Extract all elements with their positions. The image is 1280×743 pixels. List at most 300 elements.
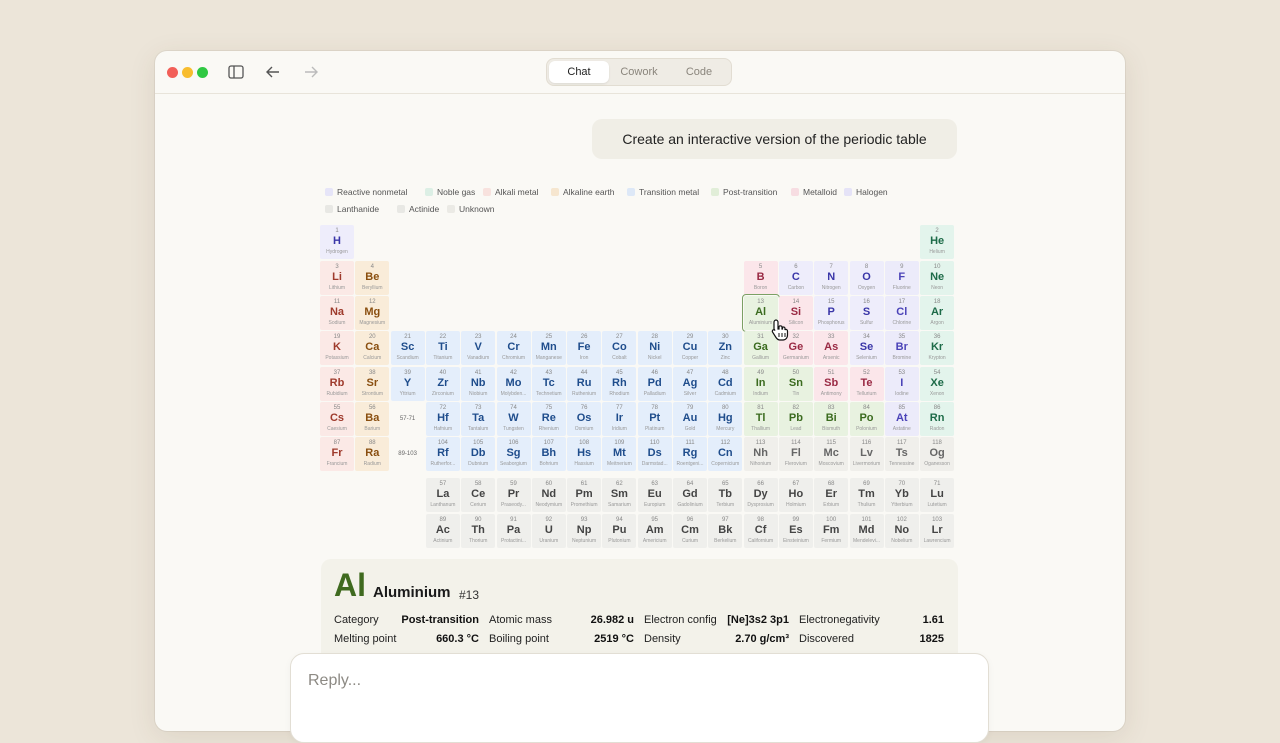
element-p[interactable] — [814, 296, 848, 330]
element-symbol: Hf — [437, 412, 449, 424]
element-symbol: Be — [365, 271, 380, 283]
element-er[interactable] — [814, 478, 848, 512]
legend-label: Unknown — [459, 204, 495, 214]
element-cd[interactable] — [708, 367, 742, 401]
prop-label-melting-point: Melting point — [334, 633, 397, 645]
element-name: Radium — [363, 461, 381, 467]
element-cf[interactable] — [744, 514, 778, 548]
element-yb[interactable] — [885, 478, 919, 512]
element-lv[interactable] — [850, 437, 884, 471]
element-name: Copernicium — [711, 461, 740, 467]
legend-item — [447, 204, 494, 214]
element-name: Calcium — [363, 355, 382, 361]
element-cr[interactable] — [497, 331, 531, 365]
element-name: Rubidium — [326, 391, 348, 397]
element-br[interactable] — [885, 331, 919, 365]
element-symbol: Ds — [647, 447, 662, 459]
element-number: 117 — [897, 440, 907, 446]
element-symbol: Kr — [930, 341, 944, 353]
element-number: 64 — [686, 481, 694, 487]
element-b[interactable] — [744, 261, 778, 295]
element-number: 105 — [473, 440, 484, 446]
element-bk[interactable] — [708, 514, 742, 548]
element-name: Radon — [929, 426, 945, 432]
element-name: Polonium — [856, 426, 877, 432]
forward-arrow-icon[interactable] — [301, 62, 321, 82]
element-pd[interactable] — [638, 367, 672, 401]
element-name: Krypton — [928, 355, 946, 361]
element-name: Darmstad... — [641, 461, 668, 467]
element-symbol: Bi — [825, 412, 837, 424]
element-bi[interactable] — [814, 402, 848, 436]
element-number: 112 — [720, 440, 731, 446]
element-rg[interactable] — [673, 437, 707, 471]
element-es[interactable] — [779, 514, 813, 548]
element-name: Chlorine — [892, 320, 912, 326]
element-tm[interactable] — [850, 478, 884, 512]
element-ne[interactable] — [920, 261, 954, 295]
element-symbol: Cd — [717, 377, 733, 389]
element-number: 38 — [368, 370, 376, 376]
element-symbol: Sm — [610, 488, 628, 500]
element-symbol: Hg — [717, 412, 733, 424]
element-ru[interactable] — [567, 367, 601, 401]
element-la[interactable] — [426, 478, 460, 512]
element-symbol: Mt — [612, 447, 626, 459]
element-symbol: Ne — [930, 271, 945, 283]
element-cn[interactable] — [708, 437, 742, 471]
element-ni[interactable] — [638, 331, 672, 365]
element-u[interactable] — [532, 514, 566, 548]
element-number: 116 — [861, 440, 872, 446]
element-name: Hydrogen — [326, 249, 348, 255]
element-pt[interactable] — [638, 402, 672, 436]
legend-swatch — [551, 188, 559, 196]
element-au[interactable] — [673, 402, 707, 436]
close-window-button[interactable] — [167, 67, 178, 78]
element-symbol: Mn — [540, 341, 557, 353]
element-no[interactable] — [885, 514, 919, 548]
element-symbol: Md — [858, 524, 875, 536]
element-name: Erbium — [823, 502, 840, 508]
element-cu[interactable] — [673, 331, 707, 365]
maximize-window-button[interactable] — [197, 67, 208, 78]
element-mt[interactable] — [602, 437, 636, 471]
element-sb[interactable] — [814, 367, 848, 401]
element-name: Neon — [931, 285, 944, 291]
element-c[interactable] — [779, 261, 813, 295]
element-symbol: Np — [576, 524, 592, 536]
element-pr[interactable] — [497, 478, 531, 512]
periodic-table-artifact — [319, 179, 959, 609]
element-number: 35 — [898, 334, 906, 340]
element-symbol: Ge — [788, 341, 804, 353]
element-name: Molybden... — [500, 391, 527, 397]
element-name: Thallium — [751, 426, 771, 432]
element-symbol: Fl — [791, 447, 801, 459]
element-li[interactable] — [320, 261, 354, 295]
element-symbol: Ar — [930, 306, 944, 318]
element-number: 29 — [686, 334, 694, 340]
element-symbol: Pa — [506, 524, 521, 536]
element-number: 110 — [649, 440, 660, 446]
element-as[interactable] — [814, 331, 848, 365]
element-symbol: W — [508, 412, 519, 424]
element-gd[interactable] — [673, 478, 707, 512]
element-name: Bromine — [892, 355, 912, 361]
element-mc[interactable] — [814, 437, 848, 471]
element-rn[interactable] — [920, 402, 954, 436]
element-symbol: C — [791, 271, 800, 283]
element-symbol: Au — [682, 412, 698, 424]
minimize-window-button[interactable] — [182, 67, 193, 78]
element-se[interactable] — [850, 331, 884, 365]
element-name: Gold — [684, 426, 696, 432]
element-kr[interactable] — [920, 331, 954, 365]
element-number: 54 — [933, 370, 941, 376]
element-symbol: Ts — [895, 447, 908, 459]
element-name: Uranium — [539, 538, 559, 544]
element-ac[interactable] — [426, 514, 460, 548]
element-sc[interactable] — [391, 331, 425, 365]
element-symbol: Ti — [438, 341, 448, 353]
user-message: Create an interactive version of the periodic table — [592, 119, 957, 159]
element-sg[interactable] — [497, 437, 531, 471]
element-symbol: I — [900, 377, 904, 389]
element-symbol: Lv — [860, 447, 873, 459]
element-nh[interactable] — [744, 437, 778, 471]
element-name: Titanium — [433, 355, 453, 361]
element-symbol: Am — [645, 524, 664, 536]
element-symbol: Es — [789, 524, 803, 536]
element-symbol: Hs — [577, 447, 592, 459]
element-ir[interactable] — [602, 402, 636, 436]
prop-label-boiling-point: Boiling point — [489, 633, 549, 645]
element-symbol: Ta — [472, 412, 485, 424]
detail-number: #13 — [459, 588, 480, 602]
element-te[interactable] — [850, 367, 884, 401]
element-k[interactable] — [320, 331, 354, 365]
element-name: Roentgeni... — [676, 461, 704, 467]
legend-label: Lanthanide — [337, 204, 380, 214]
element-nd[interactable] — [532, 478, 566, 512]
prop-label-electronegativity: Electronegativity — [799, 614, 880, 626]
element-number: 1 — [335, 228, 339, 234]
prop-label-density: Density — [644, 633, 681, 645]
element-name: Rhenium — [538, 426, 559, 432]
element-na[interactable] — [320, 296, 354, 330]
element-number: 103 — [932, 517, 943, 523]
element-symbol: La — [436, 488, 450, 500]
element-ta[interactable] — [461, 402, 495, 436]
element-symbol: O — [862, 271, 871, 283]
element-name: Caesium — [327, 426, 347, 432]
element-name: Samarium — [607, 502, 631, 508]
element-symbol: Pm — [575, 488, 593, 500]
element-o[interactable] — [850, 261, 884, 295]
element-symbol: Rg — [682, 447, 698, 459]
sidebar-toggle-icon[interactable] — [226, 62, 246, 82]
element-lr[interactable] — [920, 514, 954, 548]
element-bh[interactable] — [532, 437, 566, 471]
element-s[interactable] — [850, 296, 884, 330]
element-ds[interactable] — [638, 437, 672, 471]
element-po[interactable] — [850, 402, 884, 436]
legend-swatch — [447, 205, 455, 213]
element-symbol: F — [898, 271, 906, 283]
element-name: Tellurium — [856, 391, 877, 397]
element-pm[interactable] — [567, 478, 601, 512]
element-name: Fluorine — [892, 285, 911, 291]
element-ba[interactable] — [355, 402, 389, 436]
element-symbol: Er — [825, 488, 837, 500]
element-name: Seaborgium — [500, 461, 527, 467]
element-lu[interactable] — [920, 478, 954, 512]
element-name: Nickel — [647, 355, 662, 361]
element-name: Silicon — [788, 320, 804, 326]
element-name: Thulium — [857, 502, 876, 508]
element-rh[interactable] — [602, 367, 636, 401]
legend-item — [791, 187, 837, 197]
element-symbol: Re — [541, 412, 556, 424]
element-at[interactable] — [885, 402, 919, 436]
element-np[interactable] — [567, 514, 601, 548]
element-symbol: He — [930, 235, 945, 247]
element-md[interactable] — [850, 514, 884, 548]
element-ce[interactable] — [461, 478, 495, 512]
element-name: Zinc — [720, 355, 731, 361]
element-hg[interactable] — [708, 402, 742, 436]
back-arrow-icon[interactable] — [263, 62, 283, 82]
element-number: 99 — [792, 517, 800, 523]
element-tl[interactable] — [744, 402, 778, 436]
element-name: Magnesium — [359, 320, 386, 326]
element-zn[interactable] — [708, 331, 742, 365]
element-symbol: Ga — [753, 341, 768, 353]
element-symbol: Pt — [649, 412, 661, 424]
element-fl[interactable] — [779, 437, 813, 471]
element-symbol: Fm — [822, 524, 840, 536]
tab-code[interactable]: Code — [685, 66, 713, 78]
element-number: 92 — [545, 517, 553, 523]
element-number: 19 — [333, 334, 341, 340]
element-symbol: Y — [403, 377, 412, 389]
element-xe[interactable] — [920, 367, 954, 401]
element-zr[interactable] — [426, 367, 460, 401]
element-rf[interactable] — [426, 437, 460, 471]
element-name: Beryllium — [362, 285, 383, 291]
element-name: Tin — [792, 391, 800, 397]
element-name: Nobelium — [891, 538, 913, 544]
element-number: 26 — [580, 334, 588, 340]
element-name: Plutonium — [608, 538, 631, 544]
legend-swatch — [711, 188, 719, 196]
element-sn[interactable] — [779, 367, 813, 401]
element-symbol: Ra — [365, 447, 380, 459]
element-number: 89 — [439, 517, 447, 523]
element-ts[interactable] — [885, 437, 919, 471]
element-cm[interactable] — [673, 514, 707, 548]
element-number: 79 — [686, 405, 694, 411]
prop-value-density: 2.70 g/cm³ — [735, 633, 789, 645]
element-f[interactable] — [885, 261, 919, 295]
element-symbol: Zr — [437, 377, 449, 389]
mode-switcher — [546, 58, 732, 86]
element-symbol: Cf — [754, 524, 767, 536]
element-number: 27 — [616, 334, 623, 340]
reply-box[interactable] — [290, 653, 989, 743]
legend-item — [551, 187, 615, 197]
element-number: 84 — [863, 405, 870, 411]
element-mn[interactable] — [532, 331, 566, 365]
element-number: 23 — [474, 334, 482, 340]
element-number: 59 — [510, 481, 517, 487]
element-symbol: Ca — [365, 341, 380, 353]
element-pb[interactable] — [779, 402, 813, 436]
element-ho[interactable] — [779, 478, 813, 512]
element-symbol: Ag — [682, 377, 698, 389]
element-symbol: Si — [790, 306, 802, 318]
element-number: 50 — [792, 370, 800, 376]
element-nb[interactable] — [461, 367, 495, 401]
element-v[interactable] — [461, 331, 495, 365]
element-number: 34 — [863, 334, 870, 340]
element-fr[interactable] — [320, 437, 354, 471]
element-number: 67 — [792, 481, 800, 487]
element-symbol: In — [755, 377, 766, 389]
element-co[interactable] — [602, 331, 636, 365]
element-number: 102 — [896, 517, 907, 523]
element-th[interactable] — [461, 514, 495, 548]
legend-label: Halogen — [856, 187, 888, 197]
element-name: Flerovium — [784, 461, 807, 467]
element-ar[interactable] — [920, 296, 954, 330]
element-number: 81 — [757, 405, 764, 411]
prop-value-melting-point: 660.3 °C — [436, 633, 479, 645]
element-number: 74 — [510, 405, 517, 411]
element-symbol: Nb — [470, 377, 486, 389]
element-rb[interactable] — [320, 367, 354, 401]
element-hf[interactable] — [426, 402, 460, 436]
element-name: Actinium — [433, 538, 453, 544]
element-symbol: As — [824, 341, 839, 353]
element-number: 10 — [933, 264, 941, 270]
element-y[interactable] — [391, 367, 425, 401]
element-cs[interactable] — [320, 402, 354, 436]
element-number: 52 — [863, 370, 870, 376]
element-ti[interactable] — [426, 331, 460, 365]
element-symbol: Po — [859, 412, 874, 424]
element-symbol: Ba — [365, 412, 380, 424]
element-tc[interactable] — [532, 367, 566, 401]
element-in[interactable] — [744, 367, 778, 401]
element-name: Carbon — [787, 285, 805, 291]
element-i[interactable] — [885, 367, 919, 401]
element-pa[interactable] — [497, 514, 531, 548]
prop-value-electronegativity: 1.61 — [922, 614, 944, 626]
element-symbol: Gd — [682, 488, 698, 500]
element-fm[interactable] — [814, 514, 848, 548]
element-number: 28 — [651, 334, 659, 340]
element-og[interactable] — [920, 437, 954, 471]
element-n[interactable] — [814, 261, 848, 295]
element-name: Europium — [643, 502, 666, 508]
element-name: Curium — [681, 538, 699, 544]
element-ca[interactable] — [355, 331, 389, 365]
element-tb[interactable] — [708, 478, 742, 512]
tab-cowork[interactable]: Cowork — [620, 66, 658, 78]
element-be[interactable] — [355, 261, 389, 295]
title-bar — [155, 51, 1125, 94]
element-name: Technetium — [536, 391, 562, 397]
element-cl[interactable] — [885, 296, 919, 330]
legend-item — [325, 187, 407, 197]
prop-value-category: Post-transition — [401, 614, 479, 626]
element-am[interactable] — [638, 514, 672, 548]
element-number: 63 — [651, 481, 659, 487]
prop-label-atomic-mass: Atomic mass — [489, 614, 552, 626]
app-window — [155, 51, 1125, 731]
element-name: Ruthenium — [572, 391, 597, 397]
element-symbol: Lr — [931, 524, 943, 536]
element-os[interactable] — [567, 402, 601, 436]
element-number: 65 — [721, 481, 729, 487]
element-fe[interactable] — [567, 331, 601, 365]
element-symbol: Ac — [435, 524, 450, 536]
tab-chat[interactable]: Chat — [549, 61, 609, 83]
element-name: Praseody... — [501, 502, 526, 508]
element-symbol: Pr — [507, 488, 520, 500]
element-dy[interactable] — [744, 478, 778, 512]
element-symbol: Sg — [506, 447, 521, 459]
element-number: 33 — [827, 334, 835, 340]
element-name: Silver — [683, 391, 697, 397]
element-symbol: Nh — [753, 447, 768, 459]
element-sm[interactable] — [602, 478, 636, 512]
element-number: 3 — [335, 264, 339, 270]
element-number: 7 — [829, 264, 833, 270]
element-number: 104 — [437, 440, 448, 446]
element-mg[interactable] — [355, 296, 389, 330]
element-name: Xenon — [929, 391, 945, 397]
element-ra[interactable] — [355, 437, 389, 471]
element-hs[interactable] — [567, 437, 601, 471]
element-symbol: Cn — [717, 447, 733, 459]
element-symbol: Se — [859, 341, 874, 353]
element-w[interactable] — [497, 402, 531, 436]
element-symbol: H — [333, 235, 341, 247]
element-number: 118 — [932, 440, 942, 446]
element-name: Aluminium — [748, 320, 773, 326]
element-ag[interactable] — [673, 367, 707, 401]
element-name: Selenium — [856, 355, 877, 361]
element-mo[interactable] — [497, 367, 531, 401]
element-he[interactable] — [920, 225, 954, 259]
element-sr[interactable] — [355, 367, 389, 401]
element-number: 60 — [545, 481, 553, 487]
element-number: 70 — [898, 481, 906, 487]
element-db[interactable] — [461, 437, 495, 471]
element-number: 76 — [580, 405, 588, 411]
element-symbol: Sb — [824, 377, 839, 389]
element-eu[interactable] — [638, 478, 672, 512]
element-pu[interactable] — [602, 514, 636, 548]
element-h[interactable] — [320, 225, 354, 259]
element-re[interactable] — [532, 402, 566, 436]
element-symbol: S — [862, 306, 871, 318]
element-symbol: Te — [860, 377, 873, 389]
element-number: 11 — [333, 299, 341, 305]
